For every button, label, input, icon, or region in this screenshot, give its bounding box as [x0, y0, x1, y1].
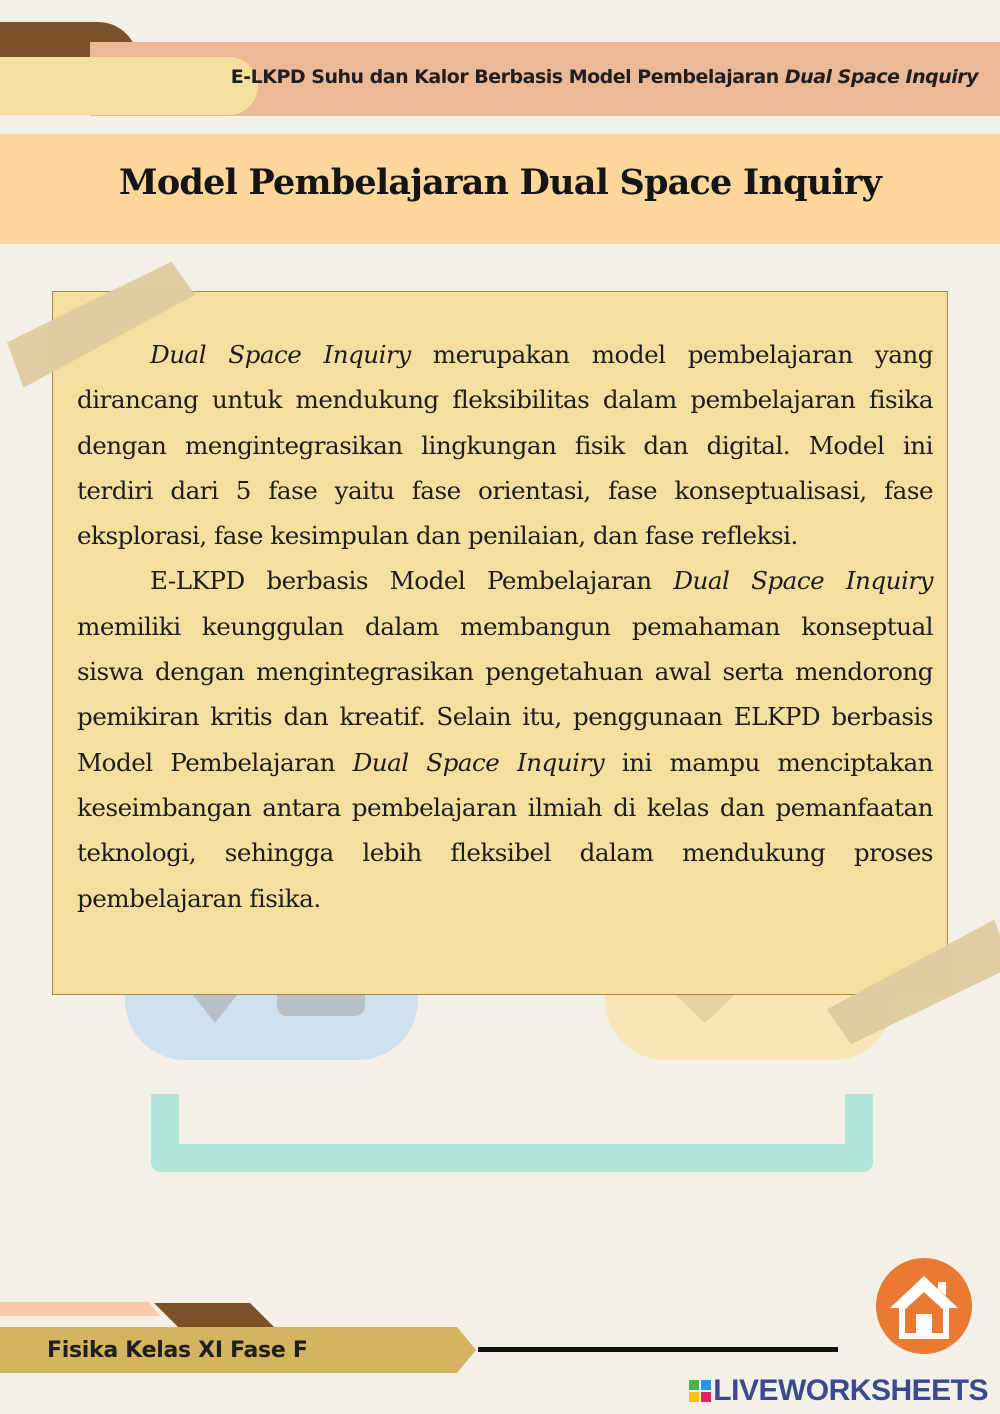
home-button[interactable]: [876, 1258, 972, 1354]
page-title: Model Pembelajaran Dual Space Inquiry: [118, 162, 882, 203]
p2-text-b: memiliki keunggulan dalam membangun pemahaman konseptual siswa dengan mengintegrasikan pengetahuan awal serta mendorong pemikiran kritis dan kreatif. Selain itu, penggunaan ELKPD berbasis Model Pembelajaran: [77, 611, 933, 777]
header-title-text: E-LKPD Suhu dan Kalor Berbasis Model Pembelajaran: [230, 66, 785, 88]
p2-italic-1: Dual Space Inquiry: [673, 566, 933, 596]
paragraph-1: [77, 332, 933, 558]
content-card: [52, 291, 948, 995]
liveworksheets-text: LIVEWORKSHEETS: [713, 1374, 988, 1407]
decor-bracket: [151, 1094, 873, 1172]
footer-decor-pink: [0, 1302, 160, 1316]
home-icon: [876, 1258, 972, 1354]
footer-divider: [478, 1347, 838, 1352]
p1-italic: Dual Space Inquiry: [150, 340, 411, 369]
liveworksheets-logo: [689, 1374, 988, 1408]
p2-text-a: E-LKPD berbasis Model Pembelajaran: [150, 566, 674, 596]
header-title: [231, 66, 978, 88]
header-title-italic: Dual Space Inquiry: [784, 66, 978, 88]
paragraph-2: [77, 558, 933, 920]
p1-text: merupakan model pembelajaran yang dirancang untuk mendukung fleksibilitas dalam pembelajaran fisika dengan mengintegrasikan lingkungan fisik dan digital. Model ini terdiri dari 5 fase yaitu fase orientasi, fase konseptualisasi, fase eksplorasi, fase kesimpulan dan penilaian, dan fase refleksi.: [77, 340, 933, 551]
liveworksheets-icon: [689, 1380, 711, 1402]
header-decor-cream: [0, 57, 258, 115]
footer-label: Fisika Kelas XI Fase F: [47, 1338, 308, 1363]
p2-italic-2: Dual Space Inquiry: [352, 747, 605, 777]
p2-text-c: ini mampu menciptakan keseimbangan antara pembelajaran ilmiah di kelas dan pemanfaatan teknologi, sehingga lebih fleksibel dalam mendukung proses pembelajaran fisika.: [77, 747, 933, 913]
